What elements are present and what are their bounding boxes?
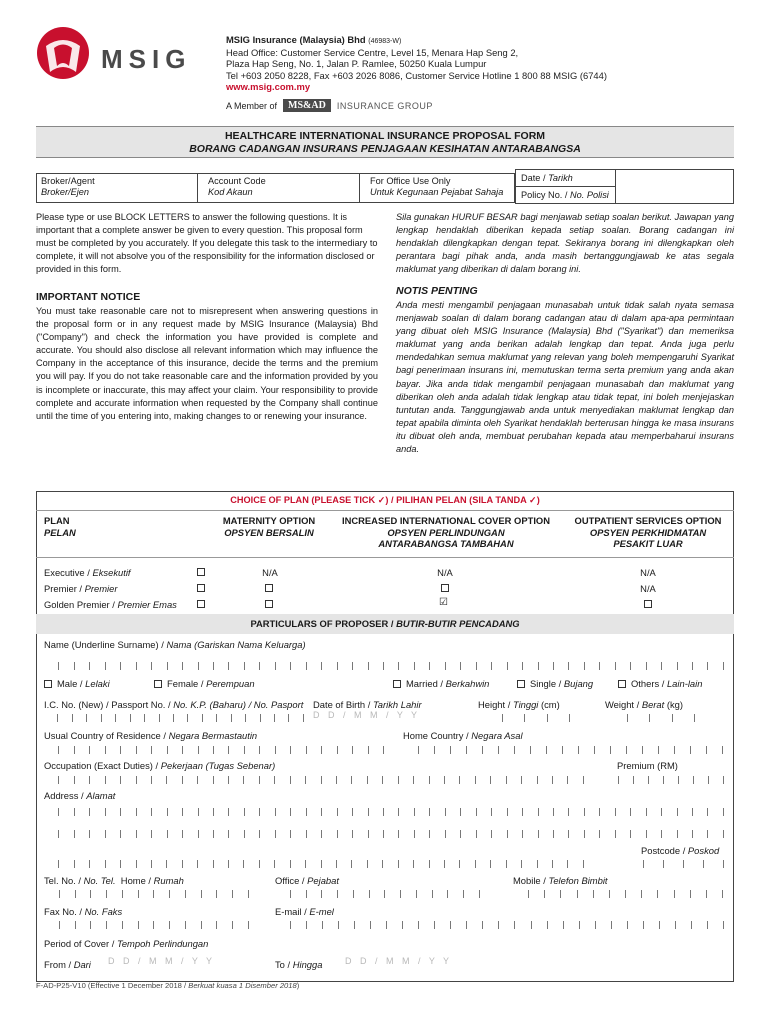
- member-group: INSURANCE GROUP: [336, 100, 433, 111]
- plan-header-en: PLAN: [44, 515, 70, 526]
- to-label: To / Hingga: [275, 959, 323, 970]
- premium-label: Premium (RM): [617, 760, 678, 771]
- home-tel-en: Home: [120, 875, 146, 886]
- occupation-label: Occupation (Exact Duties) / Pekerjaan (Tugas Sebenar): [44, 760, 276, 771]
- address-label: Address / Alamat: [44, 790, 116, 801]
- single-ms: Bujang: [563, 678, 594, 689]
- country-input[interactable]: [44, 746, 384, 754]
- outpatient-ms-2: PESAKIT LUAR: [613, 538, 683, 549]
- broker-field[interactable]: [36, 173, 198, 203]
- email-ms: E-mel: [309, 906, 334, 917]
- postcode-en: Postcode: [641, 845, 681, 856]
- choice-heading: CHOICE OF PLAN (PLEASE TICK ✓) / PILIHAN PELAN (SILA TANDA ✓): [230, 495, 540, 505]
- plan-name-ms: Premier Emas: [117, 599, 177, 610]
- others-checkbox[interactable]: [618, 680, 626, 688]
- address-en: Address: [44, 790, 79, 801]
- home-country-en: Home Country: [403, 730, 464, 741]
- weight-input[interactable]: [605, 714, 695, 722]
- female-ms: Perempuan: [206, 678, 255, 689]
- email-en: E-mail: [275, 906, 302, 917]
- form-code: [36, 981, 299, 990]
- plan-header-ms: PELAN: [44, 527, 76, 538]
- ic-ms: No. K.P. (Baharu) / No. Pasport: [173, 699, 304, 710]
- mobile-input[interactable]: [513, 890, 723, 898]
- outpatient-executive: N/A: [640, 567, 656, 578]
- maternity-checkbox-golden-premier[interactable]: [265, 600, 273, 608]
- address-input-2[interactable]: [44, 830, 724, 838]
- home-tel-ms: Rumah: [153, 875, 184, 886]
- email-label: E-mail / E-mel: [275, 906, 334, 917]
- from-ms: Dari: [73, 959, 91, 970]
- weight-en: Weight: [605, 699, 635, 710]
- address-line-2: Plaza Hap Seng, No. 1, Jalan P. Ramlee, 50250 Kuala Lumpur: [226, 58, 487, 70]
- msad-badge: MS&AD: [283, 99, 331, 112]
- outpatient-checkbox-golden-premier[interactable]: [644, 600, 652, 608]
- married-checkbox[interactable]: [393, 680, 401, 688]
- married-label: Married / Berkahwin: [406, 678, 490, 689]
- country-ms: Negara Bermastautin: [168, 730, 258, 741]
- divider: [36, 557, 734, 558]
- female-en: Female: [167, 678, 199, 689]
- increased-ms-1: OPSYEN PERLINDUNGAN: [387, 526, 505, 538]
- logo-text: MSIG: [101, 44, 192, 74]
- address-input-3[interactable]: [44, 860, 584, 868]
- increased-checkbox-golden-premier-ticked[interactable]: ☑: [439, 597, 448, 608]
- date-field[interactable]: Date / Tarikh: [515, 169, 616, 187]
- married-en: Married: [406, 678, 438, 689]
- home-country-ms: Negara Asal: [471, 730, 523, 741]
- plan-row-premier: Premier / Premier: [44, 583, 118, 594]
- height-label: Height / Tinggi (cm): [478, 699, 560, 710]
- plan-name: Premier: [44, 583, 77, 594]
- male-ms: Lelaki: [85, 678, 110, 689]
- others-en: Others: [631, 678, 660, 689]
- plan-name: Executive: [44, 567, 85, 578]
- weight-label: Weight / Berat (kg): [605, 699, 684, 710]
- policy-label-ms: No. Polisi: [570, 190, 609, 200]
- dob-ms: Tarikh Lahir: [372, 699, 422, 710]
- to-ms: Hingga: [292, 959, 323, 970]
- date-policy-value[interactable]: [616, 169, 734, 204]
- height-en: Height: [478, 699, 506, 710]
- maternity-header: [210, 515, 328, 538]
- postcode-label: Postcode / Poskod: [641, 845, 720, 856]
- footer-ms: Berkuat kuasa 1 Disember 2018: [188, 981, 297, 990]
- member-prefix: A Member of: [226, 100, 278, 111]
- from-en: From: [44, 959, 66, 970]
- female-checkbox[interactable]: [154, 680, 162, 688]
- notice-title-en: IMPORTANT NOTICE: [36, 291, 141, 303]
- address-line-1: Head Office: Customer Service Centre, Level 15, Menara Hap Seng 2,: [226, 47, 519, 59]
- account-label-ms: Kod Akaun: [208, 187, 253, 197]
- plan-name-ms: Eksekutif: [92, 567, 131, 578]
- email-input[interactable]: [275, 921, 724, 929]
- title-en: HEALTHCARE INTERNATIONAL INSURANCE PROPOSAL FORM: [224, 130, 546, 142]
- dob-label: Date of Birth / Tarikh Lahir: [313, 699, 422, 710]
- increased-header: [335, 515, 557, 550]
- outpatient-ms-1: OPSYEN PERKHIDMATAN: [589, 526, 707, 538]
- date-label-ms: Tarikh: [548, 173, 573, 183]
- female-label: Female / Perempuan: [167, 678, 255, 689]
- maternity-ms: OPSYEN BERSALIN: [224, 526, 314, 538]
- policy-label: Policy No.: [521, 190, 563, 200]
- increased-executive: N/A: [437, 567, 453, 578]
- plan-row-executive: Executive / Eksekutif: [44, 567, 131, 578]
- maternity-executive: N/A: [262, 567, 278, 578]
- ic-en: I.C. No. (New) / Passport No.: [44, 699, 166, 710]
- office-tel-input[interactable]: [275, 890, 480, 898]
- period-label: Period of Cover / Tempoh Perlindungan: [44, 938, 209, 949]
- name-input[interactable]: [44, 662, 724, 670]
- to-en: To: [275, 959, 285, 970]
- others-ms: Lain-lain: [666, 678, 703, 689]
- website-link[interactable]: www.msig.com.my: [226, 80, 311, 92]
- plan-name: Golden Premier: [44, 599, 110, 610]
- outpatient-premier: N/A: [640, 583, 656, 594]
- dob-en: Date of Birth: [313, 699, 366, 710]
- proposer-heading-en: PARTICULARS OF PROPOSER: [250, 618, 389, 629]
- ic-input[interactable]: [44, 714, 304, 722]
- mobile-label: Mobile / Telefon Bimbit: [513, 875, 608, 886]
- country-en: Usual Country of Residence: [44, 730, 161, 741]
- broker-label: Broker/Agent: [41, 176, 95, 186]
- home-country-input[interactable]: [403, 746, 723, 754]
- name-label-en: Name (Underline Surname): [44, 639, 159, 650]
- plan-checkbox-premier[interactable]: [197, 584, 205, 592]
- fax-en: Fax No.: [44, 906, 77, 917]
- country-label: Usual Country of Residence / Negara Bermastautin: [44, 730, 258, 741]
- fax-input[interactable]: [44, 921, 249, 929]
- intro-ms: Sila gunakan HURUF BESAR bagi menjawab setiap soalan berikut. Jawapan yang lengkap hendaklah diberikan kepada setiap soalan. Borang cadangan ini hendaklah dilengkapkan dengan tepat. Sekiranya borang ini dilengkapkan oleh perantara bagi pihak anda, anda masih bertanggungjawab ke atas segala maklumat yang diberikan di dalam borang ini.: [396, 212, 734, 275]
- weight-ms: Berat: [641, 699, 665, 710]
- outpatient-en: OUTPATIENT SERVICES OPTION: [574, 515, 722, 526]
- increased-en: INCREASED INTERNATIONAL COVER OPTION: [342, 515, 550, 526]
- policy-no-field[interactable]: Policy No. / No. Polisi: [515, 186, 616, 204]
- ic-label: I.C. No. (New) / Passport No. / No. K.P. (Baharu) / No. Pasport: [44, 699, 304, 710]
- account-label: Account Code: [208, 176, 266, 186]
- postcode-ms: Poskod: [687, 845, 720, 856]
- male-label: Male / Lelaki: [57, 678, 110, 689]
- from-date-input[interactable]: D D / M M / Y Y: [108, 956, 216, 966]
- height-input[interactable]: [480, 714, 570, 722]
- proposer-heading: PARTICULARS OF PROPOSER / BUTIR-BUTIR PENCADANG: [36, 614, 734, 634]
- office-tel-label: Office / Pejabat: [275, 875, 339, 886]
- fax-label: Fax No. / No. Faks: [44, 906, 123, 917]
- from-label: From / Dari: [44, 959, 91, 970]
- maternity-en: MATERNITY OPTION: [222, 515, 316, 526]
- footer-end: ): [296, 981, 300, 990]
- single-en: Single: [530, 678, 557, 689]
- home-tel-input[interactable]: [44, 890, 249, 898]
- name-label: Name (Underline Surname) / Nama (Gariskan Nama Keluarga): [44, 639, 306, 650]
- increased-checkbox-premier[interactable]: [441, 584, 449, 592]
- dob-input[interactable]: D D / M M / Y Y: [313, 710, 421, 720]
- footer-code: F-AD-P25-V10 (Effective 1 December 2018 /: [36, 981, 187, 990]
- title-ms: BORANG CADANGAN INSURANS PENJAGAAN KESIHATAN ANTARABANGSA: [189, 143, 581, 155]
- notice-en: You must take reasonable care not to misrepresent when answering questions in the proposal form or in any request made by MSIG Insurance (Malaysia) Bhd ("Company") and check the information you have provided is complete and accurate. You should also disclose all relevant information which may influence the Company in the acceptance of this insurance, decide the terms and the premium you will pay. If you do not take reasonable care and the information provided by you is incomplete or inaccurate, this may affect your claim. Your responsibility to provide complete and accurate information when requested by the Company shall continue until the time of you entering into, making changes to or renewing your insurance.: [36, 306, 378, 421]
- plan-header: [44, 515, 76, 539]
- notice-title-ms: NOTIS PENTING: [396, 285, 478, 297]
- company-reg: (46983-W): [368, 38, 402, 45]
- period-ms: Tempoh Perlindungan: [116, 938, 209, 949]
- mobile-en: Mobile: [513, 875, 541, 886]
- contact-line: Tel +603 2050 8228, Fax +603 2026 8086, Customer Service Hotline 1 800 88 MSIG (6744): [226, 69, 607, 81]
- fax-ms: No. Faks: [84, 906, 123, 917]
- address-input-1[interactable]: [44, 808, 724, 816]
- date-label: Date: [521, 173, 541, 183]
- others-label: Others / Lain-lain: [631, 678, 703, 689]
- company-name: MSIG Insurance (Malaysia) Bhd: [226, 34, 366, 45]
- office-use-field: [360, 173, 515, 203]
- member-line: [226, 99, 433, 112]
- tel-ms: No. Tel.: [83, 875, 116, 886]
- office-tel-en: Office: [275, 875, 300, 886]
- outpatient-header: [564, 515, 732, 550]
- broker-label-ms: Broker/Ejen: [41, 187, 90, 197]
- occupation-input[interactable]: [44, 776, 584, 784]
- company-header: [226, 34, 607, 92]
- name-label-ms: Nama (Gariskan Nama Keluarga): [166, 639, 306, 650]
- occupation-en: Occupation (Exact Duties): [44, 760, 153, 771]
- male-en: Male: [57, 678, 78, 689]
- plan-row-golden-premier: Golden Premier / Premier Emas: [44, 599, 177, 610]
- msig-logo-icon: [36, 26, 90, 80]
- weight-unit: (kg): [666, 699, 684, 710]
- tel-en: Tel. No.: [44, 875, 76, 886]
- office-label: For Office Use Only: [370, 176, 451, 186]
- notice-ms: Anda mesti mengambil penjagaan munasabah untuk tidak salah nyata semasa menjawab soalan di dalam borang cadangan atau di dalam apa-apa permintaan yang dibuat oleh MSIG Insurance (Malaysia) Bhd ("Syarikat") dan memeriksa maklumat yang anda berikan adalah lengkap dan tepat. Anda juga perlu mendedahkan semua maklumat yang relevan yang boleh mempengaruhi Syarikat bagi penerimaan insurans ini, memutuskan terma serta premium yang anda akan bayar. Jika anda tidak mengambil penjagaan munasabah dan maklumat yang diberikan oleh anda adalah tidak lengkap atau tidak tepat, ini boleh menjejaskan tuntutan anda. Tanggungjawab anda untuk menyediakan maklumat lengkap dan tepat apabila diminta oleh Syarikat hendaklah berterusan hingga ke masa insurans itu dibuat oleh anda, membuat perubahan kepada atau memperbaharui insurans anda.: [396, 300, 734, 455]
- premium-input[interactable]: [604, 776, 724, 784]
- address-ms: Alamat: [86, 790, 116, 801]
- tel-label: Tel. No. / No. Tel. Home / Rumah: [44, 875, 184, 886]
- height-unit: (cm): [541, 699, 560, 710]
- single-label: Single / Bujang: [530, 678, 594, 689]
- period-en: Period of Cover: [44, 938, 110, 949]
- divider: [36, 510, 734, 511]
- office-tel-ms: Pejabat: [307, 875, 339, 886]
- plan-name-ms: Premier: [84, 583, 118, 594]
- occupation-ms: Pekerjaan (Tugas Sebenar): [160, 760, 276, 771]
- form-title: [36, 126, 734, 158]
- single-checkbox[interactable]: [517, 680, 525, 688]
- account-code-field[interactable]: [198, 173, 360, 203]
- postcode-input[interactable]: [624, 860, 724, 868]
- maternity-checkbox-premier[interactable]: [265, 584, 273, 592]
- plan-checkbox-golden-premier[interactable]: [197, 600, 205, 608]
- male-checkbox[interactable]: [44, 680, 52, 688]
- plan-checkbox-executive[interactable]: [197, 568, 205, 576]
- increased-ms-2: ANTARABANGSA TAMBAHAN: [378, 538, 514, 549]
- intro-en: Please type or use BLOCK LETTERS to answer the following questions. It is important that a complete answer be given to every question. This proposal form must be completed by you accurately. If you delegate this task to the intermediary to complete, it will not absolve you of the responsibility for the information disclosed or provided in this form.: [36, 212, 378, 275]
- mobile-ms: Telefon Bimbit: [548, 875, 608, 886]
- to-date-input[interactable]: D D / M M / Y Y: [345, 956, 453, 966]
- proposer-heading-ms: BUTIR-BUTIR PENCADANG: [396, 618, 520, 629]
- home-country-label: Home Country / Negara Asal: [403, 730, 523, 741]
- office-label-ms: Untuk Kegunaan Pejabat Sahaja: [370, 187, 504, 197]
- married-ms: Berkahwin: [445, 678, 490, 689]
- height-ms: Tinggi: [512, 699, 539, 710]
